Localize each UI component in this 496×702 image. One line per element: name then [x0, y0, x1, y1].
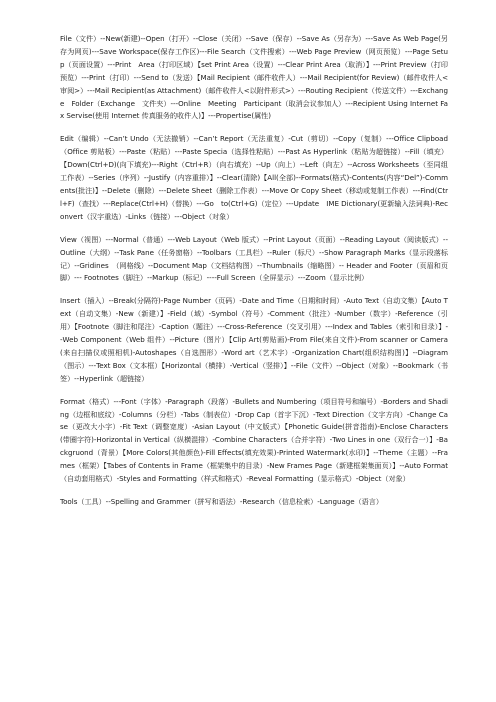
paragraph-tools-menu: Tools（工具）--Spelling and Grammer（拼写和语法）-Research（信息检索）-Language（语言） — [60, 497, 383, 506]
document-page — [60, 33, 448, 519]
paragraph-file-menu: File（文件）--New(新建)--Open（打开）--Close（关闭）--Save（保存）--Save As（另存为）---Save As Web Page(另存为网页)---Save Workspace(保存工作区)---File Search（文件搜索）---Web Page Preview（网页预览）---Page Setup（页面设置）---Print Area（打印区域）【set Print Area（设置）---Clear Print Area（取消）】---Print Preview（打印预览）---Print（打印）---Send to（发送）【Mail Recipient（邮件收件人）---Mail Recipient(for Review)（邮件收件人<审阅>）---Mail Recipient(as Attachment)（邮件收件人<以附件形式>）---Routing Recipient（传送文件）---Exchange Folder（Exchange 文件夹）---Online Meeting Participant（取消会议参加人）---Recipient Using Internet Fax Servise(使用 Internet 传真服务的收件人)】---Propertise(属性) — [60, 34, 448, 121]
paragraph-insert-menu: Insert（插入）--Break(分隔符)-Page Number（页码）-Date and Time（日期和时间）-Auto Text（自动文集）【Auto Text（自动文集）-New（新建）】-Field（域）-Symbol（符号）-Comment（批注）-Number（数字）-Reference（引用）【Footnote（脚注和尾注）-Caption（题注）---Cross-Reference（交叉引用）---Index and Tables（索引和目录）】--Web Component（Web 组件）--Picture（图片）【Clip Art(剪贴画)-From File(来自文件)-From scanner or Camera(来自扫描仪或照相机)-Autoshapes（自选图形）-Word art（艺术字）-Organization Chart(组织结构图)】--Diagram（图示）---Text Box（文本框）【Horizontal（横排）-Vertical（竖排）】--File（文件）--Object（对象）--Bookmark（书签）--Hyperlink（超链接） — [60, 296, 448, 383]
paragraph-edit-menu: Edit（编辑）--Can’t Undo（无法撤销）--Can’t Report（无法重复）-Cut（剪切）--Copy（复制）---Office Clipboad（Office 剪贴板）---Paste（粘贴）---Paste Specia（选择性粘贴）---Past As Hyperlink（粘贴为超链接）--Fill（填充）【Down(Ctrl+D)(向下填充)---Right（Ctrl+R）（向右填充）--Up（向上）--Left（向左）--Across Worksheets（至同组工作表）--Series（序列）--Justify（内容重排）】--Clear(清除)【All(全部)--Formats(格式)-Contents(内容“Del”)-Comments(批注)】--Delete（删除）---Delete Sheet（删除工作表）---Move Or Copy Sheet（移动或复制工作表）---Find(Ctrl+F)（查找）---Replace(Ctrl+H)（替换）---Go to(Ctrl+G)（定位）---Update IME Dictionary(更新输入法词典)-Reconvert（汉字重选）-Links（链接）---Object（对象） — [60, 134, 448, 221]
paragraph-format-menu: Format（格式）---Font（字体）-Paragraph（段落）-Bullets and Numbering（项目符号和编号）-Borders and Shading（边框和底纹）-Columns（分栏）-Tabs（制表位）-Drop Cap（首字下沉）-Text Direction（文字方向）-Change Case（更改大小字）-Fit Text（调整宽度）-Asian Layout（中文版式）【Phonetic Guide(拼音指南)-Enclose Characters(带圈字符)-Horizontal in Vertical（纵横混排）-Combine Characters（合并字符）-Two Lines in one（双行合一）】-Backgruond（背景）【More Colors(其他颜色)-Fill Effects(填充效果)-Printed Watermark(水印)】--Theme（主题）--Frames（框架）【Tabes of Contents in Frame（框架集中的目录）-New Frames Page（新建框架集面页）】--Auto Format（自动套用格式）-Styles and Formatting（样式和格式）-Reveal Formatting（显示格式）-Object（对象） — [60, 396, 448, 484]
paragraph-view-menu: View（视图）---Normal（普通）---Web Layout（Web 版式）--Print Layout（页面）--Reading Layout（阅读版式）--Outline（大纲）--Task Pane（任务窗格）--Toolbars（工具栏）--Ruler（标尺）--Show Paragraph Marks（显示段落标记）--Gridines （网格线）--Document Map（文档结构图）--Thumbnails（缩略图）-- Header and Footer（页眉和页脚）--- Footnotes（脚注）--Markup（标记）----Full Screen（全屏显示）---Zoom（显示比例） — [60, 234, 448, 283]
